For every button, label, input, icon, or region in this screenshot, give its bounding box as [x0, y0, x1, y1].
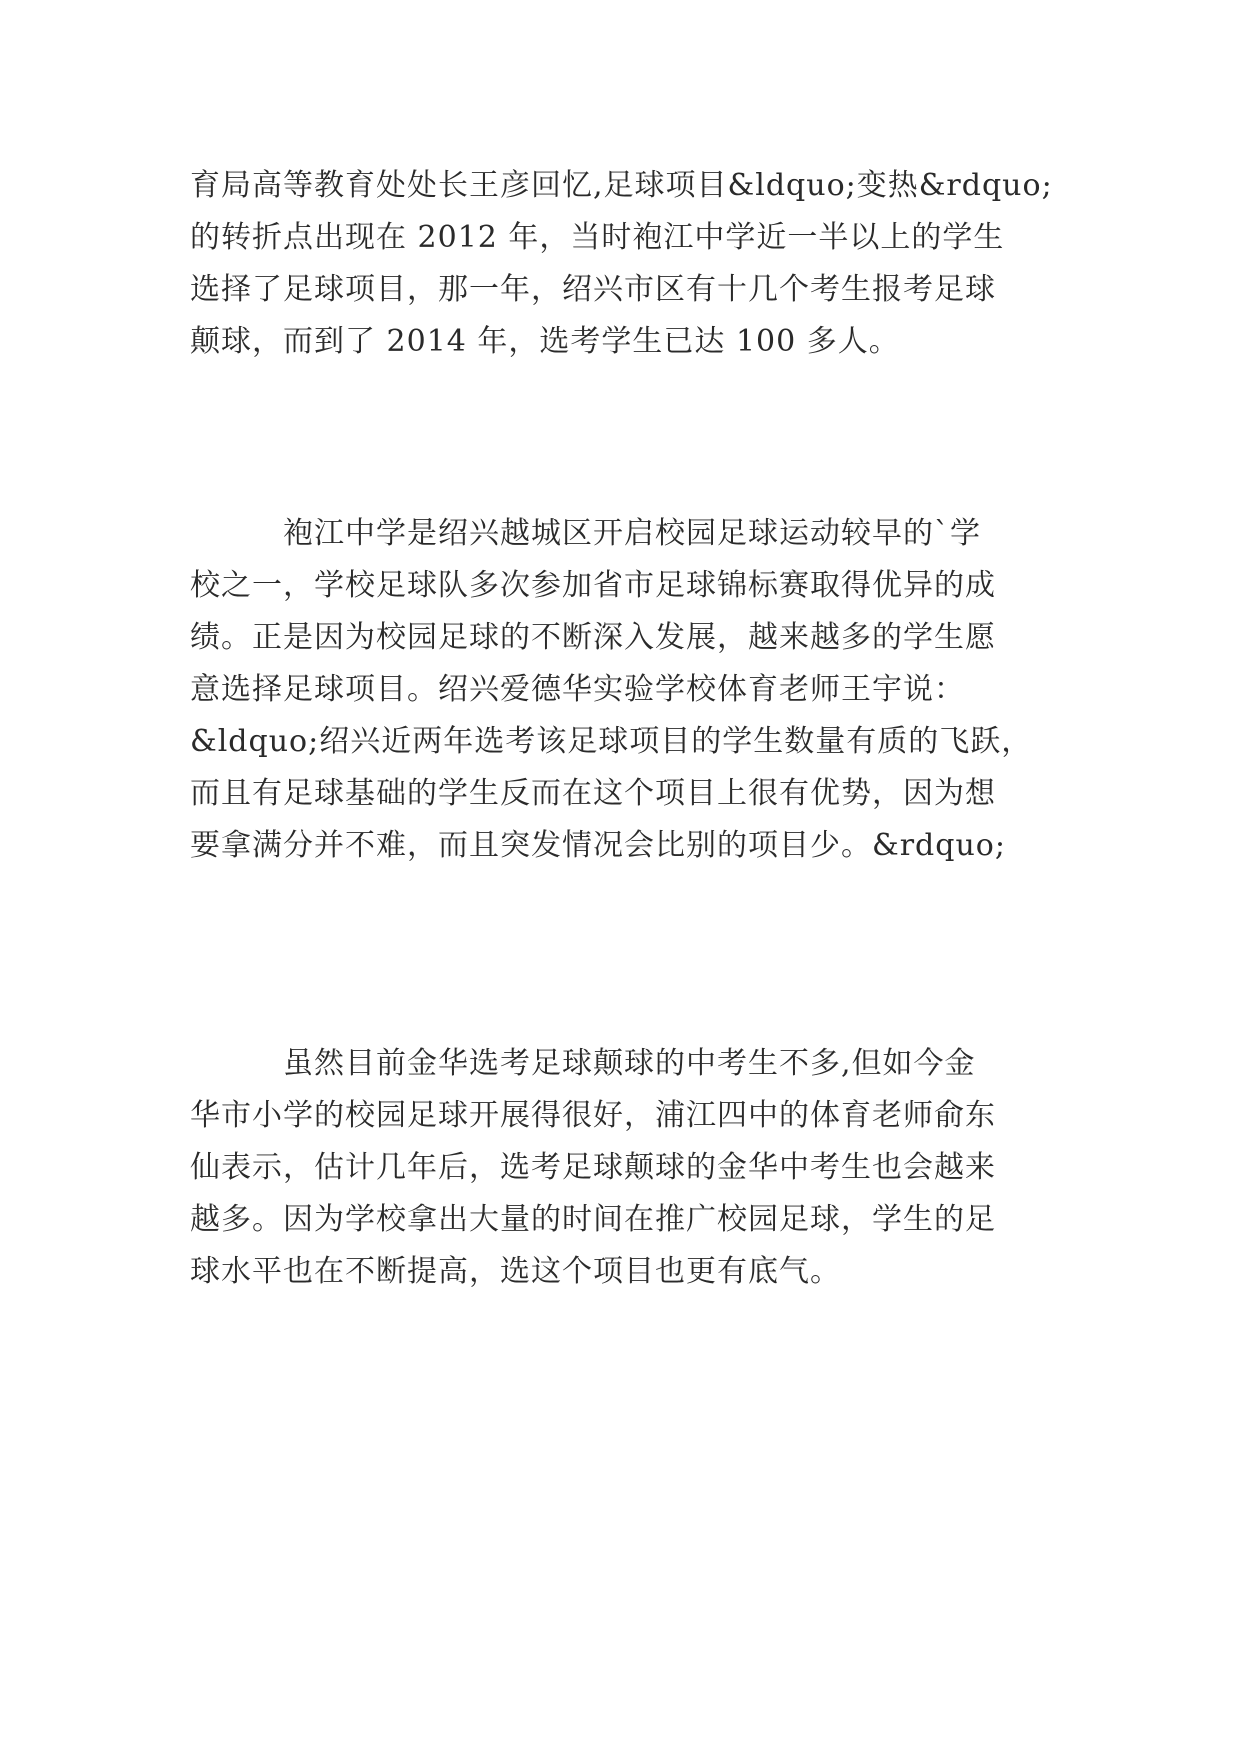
paragraph-3: 虽然目前金华选考足球颠球的中考生不多,但如今金 华市小学的校园足球开展得很好，浦江四中的体育老师俞东 仙表示，估计几年后，选考足球颠球的金华中考生也会越来 越多。因为学校拿出大量的时间在推广校园足球，学生的足 球水平也在不断提高，选这个项目也更有底气。: [190, 1046, 996, 1289]
paragraph-1: 育局高等教育处处长王彦回忆,足球项目&ldquo;变热&rdquo; 的转折点出现在 2012 年，当时袍江中学近一半以上的学生 选择了足球项目，那一年，绍兴市区有十几个考生报考足球 颠球，而到了 2014 年，选考学生已达 100 多人。: [190, 168, 1053, 359]
paragraph-2: 袍江中学是绍兴越城区开启校园足球运动较早的`学 校之一，学校足球队多次参加省市足球锦标赛取得优异的成 绩。正是因为校园足球的不断深入发展，越来越多的学生愿 意选择足球项目。绍兴爱德华实验学校体育老师王宇说： &ldquo;绍兴近两年选考该足球项目的学生数量有质的飞跃， 而且有足球基础的学生反而在这个项目上很有优势，因为想 要拿满分并不难，而且突发情况会比别的项目少。&rdquo;: [190, 516, 1033, 863]
